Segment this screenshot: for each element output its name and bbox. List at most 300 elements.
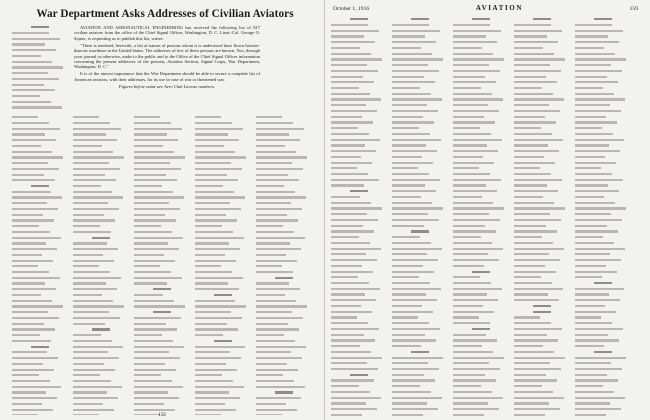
- text-line-mark: [134, 403, 164, 405]
- list-line: [392, 236, 448, 241]
- list-line: [392, 70, 448, 75]
- list-line: [195, 260, 251, 265]
- text-line-mark: [331, 230, 374, 232]
- text-line-mark: [12, 101, 51, 103]
- text-line-mark: [514, 47, 543, 49]
- list-line: [73, 265, 129, 270]
- text-line-mark: [514, 121, 556, 123]
- list-line: [514, 184, 570, 189]
- text-line-mark: [392, 385, 420, 387]
- list-line: [514, 259, 570, 264]
- list-line: [73, 242, 129, 247]
- text-line-mark: [575, 58, 626, 60]
- text-line-mark: [392, 334, 425, 336]
- list-line: [331, 305, 387, 310]
- list-line: [73, 208, 129, 213]
- list-line: [331, 265, 387, 270]
- text-line-mark: [331, 334, 364, 336]
- text-line-mark: [514, 53, 554, 55]
- text-line-mark: [256, 156, 307, 158]
- text-line-mark: [575, 98, 625, 100]
- text-line-mark: [195, 151, 235, 153]
- list-line: [331, 230, 387, 235]
- list-line: [73, 346, 129, 351]
- name-column: [392, 17, 448, 417]
- text-line-mark: [514, 219, 561, 221]
- list-line: [514, 207, 570, 212]
- list-line: [514, 139, 570, 144]
- text-line-mark: [134, 162, 170, 164]
- section-letter-rule: [12, 26, 68, 31]
- text-line-mark: [350, 374, 368, 376]
- list-line: [453, 202, 509, 207]
- list-line: [331, 150, 387, 155]
- list-line: [256, 328, 312, 333]
- text-line-mark: [575, 334, 608, 336]
- text-line-mark: [392, 259, 438, 261]
- text-line-mark: [256, 282, 289, 284]
- text-line-mark: [31, 26, 49, 28]
- list-line: [134, 214, 190, 219]
- list-line: [331, 414, 387, 417]
- list-line: [575, 397, 631, 402]
- text-line-mark: [73, 208, 119, 210]
- list-line: [331, 47, 387, 52]
- text-line-mark: [514, 179, 562, 181]
- list-line: [331, 253, 387, 258]
- text-line-mark: [453, 98, 503, 100]
- list-line: [331, 93, 387, 98]
- text-line-mark: [256, 271, 293, 273]
- text-line-mark: [195, 237, 244, 239]
- text-line-mark: [256, 328, 299, 330]
- list-line: [453, 35, 509, 40]
- text-line-mark: [73, 351, 108, 353]
- text-line-mark: [575, 345, 604, 347]
- text-line-mark: [514, 322, 551, 324]
- text-line-mark: [331, 87, 359, 89]
- list-line: [514, 121, 570, 126]
- text-line-mark: [73, 265, 99, 267]
- list-line: [73, 323, 129, 328]
- text-line-mark: [12, 32, 49, 34]
- list-line: [575, 219, 631, 224]
- list-line: [514, 339, 570, 344]
- list-line: [331, 311, 387, 316]
- list-line: [453, 70, 509, 75]
- list-line: [392, 402, 448, 407]
- text-line-mark: [134, 334, 162, 336]
- list-line: [134, 139, 190, 144]
- text-line-mark: [392, 213, 428, 215]
- text-line-mark: [392, 139, 441, 141]
- list-line: [575, 236, 631, 241]
- text-line-mark: [134, 305, 185, 307]
- text-line-mark: [575, 150, 620, 152]
- text-line-mark: [392, 305, 422, 307]
- list-line: [453, 379, 509, 384]
- text-line-mark: [453, 282, 491, 284]
- text-line-mark: [195, 162, 231, 164]
- list-line: [134, 323, 190, 328]
- text-line-mark: [331, 299, 376, 301]
- list-line: [12, 305, 68, 310]
- text-line-mark: [514, 374, 546, 376]
- text-line-mark: [392, 374, 424, 376]
- text-line-mark: [134, 116, 160, 118]
- list-line: [575, 368, 631, 373]
- text-line-mark: [392, 144, 426, 146]
- list-line: [134, 363, 190, 368]
- list-line: [73, 334, 129, 339]
- text-line-mark: [12, 128, 60, 130]
- list-line: [331, 196, 387, 201]
- list-line: [575, 139, 631, 144]
- list-line: [514, 379, 570, 384]
- text-line-mark: [195, 133, 228, 135]
- list-line: [195, 151, 251, 156]
- list-line: [256, 305, 312, 310]
- text-line-mark: [73, 122, 110, 124]
- list-line: [12, 340, 68, 345]
- text-line-mark: [256, 288, 300, 290]
- list-line: [195, 208, 251, 213]
- list-line: [73, 185, 129, 190]
- list-line: [256, 174, 312, 179]
- name-column: [134, 115, 190, 415]
- list-line: [514, 374, 570, 379]
- text-line-mark: [12, 351, 47, 353]
- list-line: [392, 253, 448, 258]
- list-line: [256, 133, 312, 138]
- text-line-mark: [12, 294, 41, 296]
- text-line-mark: [331, 345, 360, 347]
- text-line-mark: [331, 202, 371, 204]
- text-line-mark: [575, 202, 615, 204]
- text-line-mark: [331, 288, 380, 290]
- text-line-mark: [134, 133, 167, 135]
- text-line-mark: [12, 397, 57, 399]
- list-line: [575, 248, 631, 253]
- text-line-mark: [195, 397, 240, 399]
- list-line: [453, 288, 509, 293]
- text-line-mark: [256, 168, 303, 170]
- text-line-mark: [453, 93, 492, 95]
- text-line-mark: [392, 202, 432, 204]
- text-line-mark: [575, 299, 620, 301]
- list-line: [453, 293, 509, 298]
- text-line-mark: [331, 276, 358, 278]
- list-line: [331, 184, 387, 189]
- list-line: [12, 49, 68, 54]
- text-line-mark: [514, 351, 554, 353]
- text-line-mark: [514, 414, 545, 416]
- list-line: [73, 340, 129, 345]
- list-line: [453, 190, 509, 195]
- text-line-mark: [331, 322, 368, 324]
- list-line: [392, 53, 448, 58]
- text-line-mark: [514, 362, 550, 364]
- text-line-mark: [453, 64, 489, 66]
- text-line-mark: [195, 369, 237, 371]
- list-line: [12, 106, 68, 111]
- list-line: [392, 184, 448, 189]
- text-line-mark: [575, 379, 618, 381]
- list-line: [453, 207, 509, 212]
- list-line: [195, 311, 251, 316]
- text-line-mark: [453, 184, 486, 186]
- text-line-mark: [514, 81, 557, 83]
- list-line: [256, 156, 312, 161]
- text-line-mark: [195, 208, 241, 210]
- list-line: [331, 24, 387, 29]
- list-line: [453, 345, 509, 350]
- list-line: [514, 385, 570, 390]
- text-line-mark: [392, 196, 421, 198]
- list-line: [392, 385, 448, 390]
- text-line-mark: [392, 167, 418, 169]
- list-line: [514, 173, 570, 178]
- list-line: [12, 78, 68, 83]
- text-line-mark: [256, 403, 286, 405]
- text-line-mark: [12, 49, 56, 51]
- list-line: [331, 362, 387, 367]
- list-line: [12, 328, 68, 333]
- text-line-mark: [256, 185, 284, 187]
- list-line: [453, 311, 509, 316]
- list-line: [514, 414, 570, 417]
- list-line: [331, 408, 387, 413]
- list-line: [256, 311, 312, 316]
- text-line-mark: [331, 144, 365, 146]
- text-line-mark: [575, 30, 623, 32]
- text-line-mark: [514, 265, 545, 267]
- list-line: [134, 128, 190, 133]
- text-line-mark: [12, 277, 60, 279]
- text-line-mark: [331, 253, 366, 255]
- list-line: [134, 386, 190, 391]
- text-line-mark: [411, 230, 429, 232]
- text-line-mark: [12, 242, 46, 244]
- list-line: [575, 299, 631, 304]
- text-line-mark: [134, 202, 169, 204]
- text-line-mark: [73, 288, 117, 290]
- list-line: [73, 191, 129, 196]
- text-line-mark: [73, 248, 118, 250]
- text-line-mark: [195, 242, 229, 244]
- text-line-mark: [392, 98, 442, 100]
- text-line-mark: [12, 300, 52, 302]
- text-line-mark: [331, 248, 381, 250]
- text-line-mark: [453, 35, 486, 37]
- text-line-mark: [392, 76, 424, 78]
- list-line: [73, 300, 129, 305]
- text-line-mark: [575, 81, 618, 83]
- text-line-mark: [12, 323, 44, 325]
- text-line-mark: [256, 300, 296, 302]
- list-line: [575, 334, 631, 339]
- text-line-mark: [331, 156, 361, 158]
- list-line: [12, 391, 68, 396]
- text-line-mark: [453, 351, 493, 353]
- list-line: [392, 357, 448, 362]
- text-line-mark: [453, 110, 499, 112]
- text-line-mark: [453, 76, 485, 78]
- text-line-mark: [575, 70, 622, 72]
- list-line: [575, 24, 631, 29]
- name-column: [12, 25, 68, 111]
- list-line: [453, 76, 509, 81]
- list-line: [453, 219, 509, 224]
- text-line-mark: [12, 231, 50, 233]
- text-line-mark: [256, 305, 307, 307]
- text-line-mark: [575, 362, 611, 364]
- list-line: [331, 121, 387, 126]
- text-line-mark: [73, 128, 121, 130]
- list-line: [392, 81, 448, 86]
- text-line-mark: [31, 346, 49, 348]
- text-line-mark: [514, 64, 550, 66]
- text-line-mark: [575, 328, 623, 330]
- list-line: [514, 271, 570, 276]
- list-line: [392, 288, 448, 293]
- text-line-mark: [275, 277, 293, 279]
- list-line: [575, 207, 631, 212]
- text-line-mark: [575, 47, 604, 49]
- text-line-mark: [392, 81, 435, 83]
- list-line: [331, 167, 387, 172]
- text-line-mark: [453, 162, 494, 164]
- text-line-mark: [575, 41, 619, 43]
- text-line-mark: [514, 144, 548, 146]
- list-line: [134, 219, 190, 224]
- text-line-mark: [392, 299, 437, 301]
- text-line-mark: [453, 265, 484, 267]
- page-number: 158: [158, 413, 166, 418]
- list-line: [392, 93, 448, 98]
- text-line-mark: [575, 64, 611, 66]
- text-line-mark: [575, 116, 606, 118]
- text-line-mark: [73, 357, 119, 359]
- section-letter-rule: [575, 18, 631, 23]
- text-line-mark: [575, 162, 616, 164]
- text-line-mark: [256, 191, 295, 193]
- list-line: [12, 357, 68, 362]
- list-line: [514, 334, 570, 339]
- text-line-mark: [514, 316, 540, 318]
- list-line: [453, 133, 509, 138]
- list-line: [73, 282, 129, 287]
- text-line-mark: [453, 379, 496, 381]
- text-line-mark: [134, 128, 182, 130]
- list-line: [575, 35, 631, 40]
- text-line-mark: [134, 374, 161, 376]
- list-line: [575, 179, 631, 184]
- list-line: [392, 167, 448, 172]
- list-line: [256, 168, 312, 173]
- text-line-mark: [575, 236, 603, 238]
- list-line: [453, 93, 509, 98]
- list-line: [134, 374, 190, 379]
- text-line-mark: [453, 47, 482, 49]
- license-note: Figures before name are Aero Club License numbers.: [118, 83, 216, 89]
- list-line: [453, 53, 509, 58]
- text-line-mark: [350, 190, 368, 192]
- list-line: [195, 323, 251, 328]
- text-line-mark: [575, 184, 608, 186]
- text-line-mark: [514, 293, 548, 295]
- list-line: [331, 213, 387, 218]
- text-line-mark: [195, 334, 223, 336]
- list-line: [195, 237, 251, 242]
- text-line-mark: [73, 363, 104, 365]
- text-line-mark: [453, 179, 501, 181]
- text-line-mark: [392, 397, 442, 399]
- list-line: [331, 322, 387, 327]
- list-line: [575, 271, 631, 276]
- text-line-mark: [392, 282, 430, 284]
- list-line: [134, 260, 190, 265]
- list-line: [134, 237, 190, 242]
- text-line-mark: [575, 414, 606, 416]
- right-page: [325, 0, 650, 420]
- text-line-mark: [92, 237, 110, 239]
- list-line: [256, 162, 312, 167]
- list-line: [331, 98, 387, 103]
- text-line-mark: [73, 334, 101, 336]
- list-line: [12, 254, 68, 259]
- list-line: [195, 380, 251, 385]
- text-line-mark: [73, 403, 103, 405]
- text-line-mark: [195, 168, 242, 170]
- text-line-mark: [331, 397, 381, 399]
- text-line-mark: [453, 70, 500, 72]
- list-line: [331, 144, 387, 149]
- list-line: [134, 254, 190, 259]
- list-line: [256, 363, 312, 368]
- list-line: [256, 237, 312, 242]
- text-line-mark: [195, 374, 222, 376]
- list-line: [453, 276, 509, 281]
- text-line-mark: [514, 98, 564, 100]
- list-line: [392, 202, 448, 207]
- list-line: [392, 207, 448, 212]
- list-line: [575, 311, 631, 316]
- list-line: [195, 351, 251, 356]
- text-line-mark: [331, 339, 375, 341]
- list-line: [331, 339, 387, 344]
- list-line: [392, 127, 448, 132]
- text-line-mark: [195, 219, 237, 221]
- list-line: [453, 87, 509, 92]
- text-line-mark: [514, 173, 551, 175]
- text-line-mark: [331, 328, 379, 330]
- list-line: [73, 397, 129, 402]
- list-line: [195, 391, 251, 396]
- list-line: [12, 139, 68, 144]
- text-line-mark: [134, 351, 169, 353]
- text-line-mark: [195, 265, 221, 267]
- list-line: [392, 225, 448, 230]
- list-line: [453, 58, 509, 63]
- text-line-mark: [12, 174, 44, 176]
- text-line-mark: [453, 24, 490, 26]
- text-line-mark: [134, 191, 173, 193]
- list-line: [453, 265, 509, 270]
- list-line: [134, 305, 190, 310]
- text-line-mark: [453, 362, 489, 364]
- list-line: [575, 144, 631, 149]
